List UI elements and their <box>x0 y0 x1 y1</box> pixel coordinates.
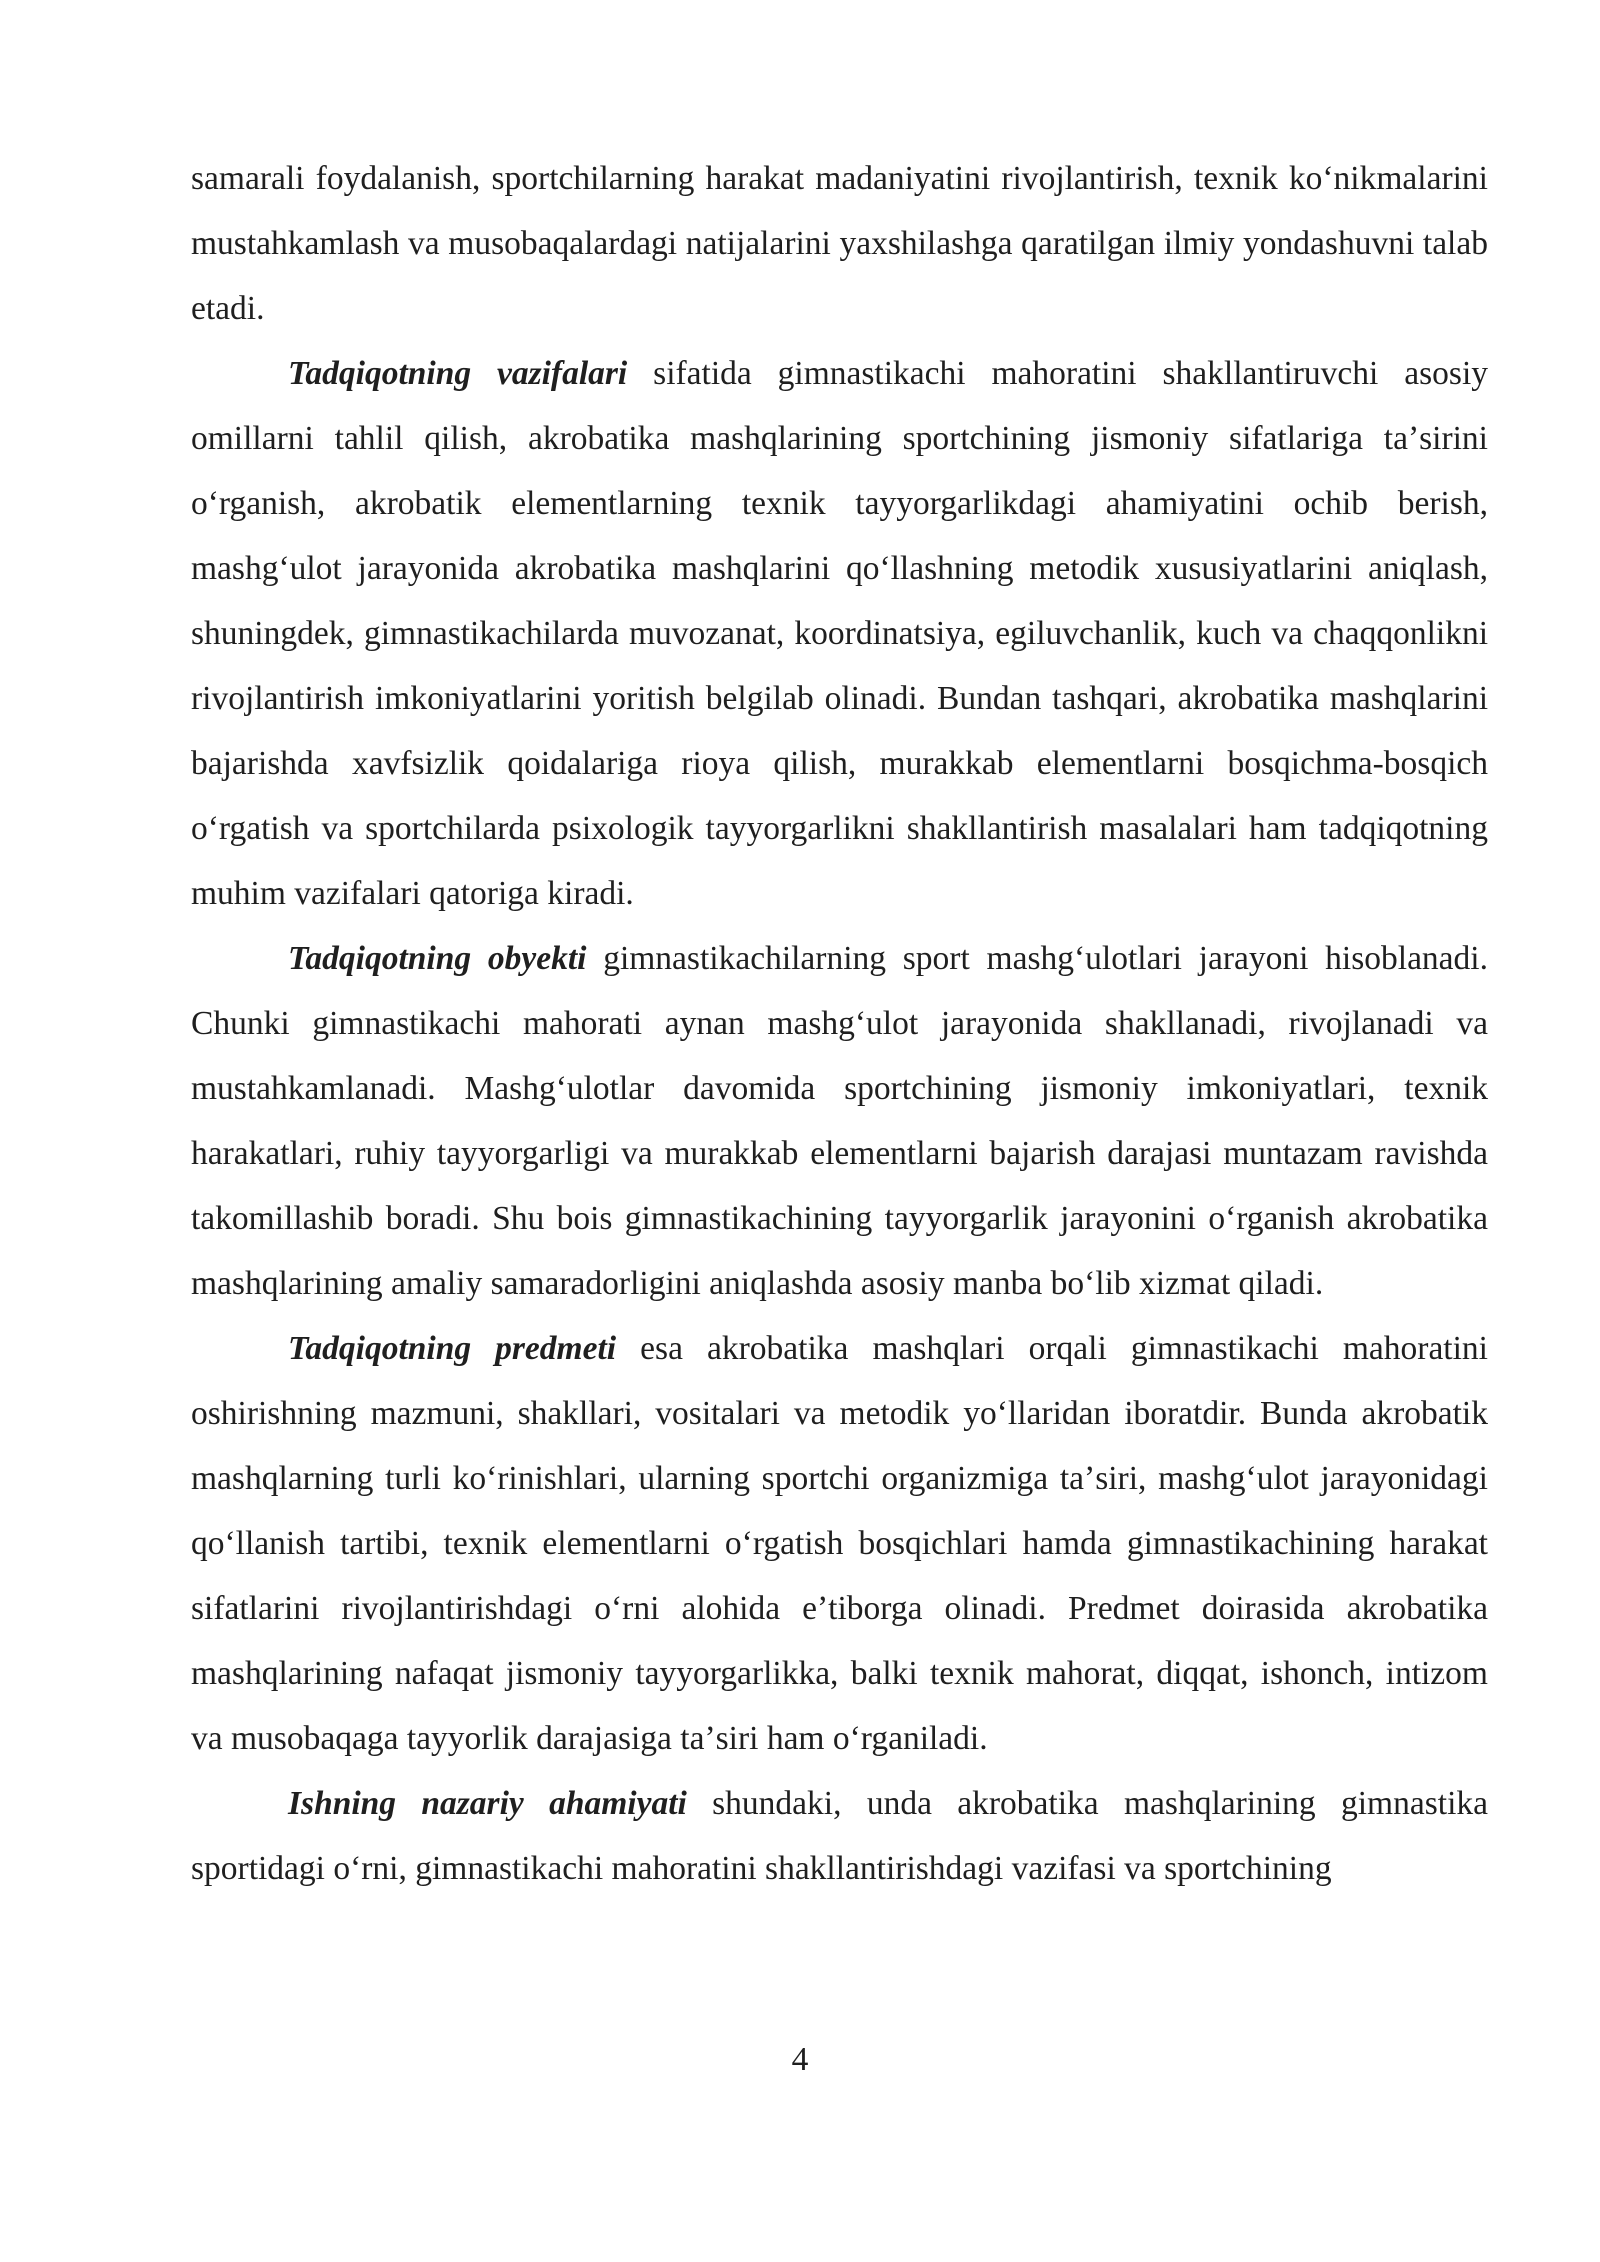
paragraph-text: sifatida gimnastikachi mahoratini shakllantiruvchi asosiy omillarni tahlil qilish, akrobatika mashqlarining sportchining jismoniy sifatlariga taʼsirini oʻrganish, akrobatik elementlarning texnik tayyorgarlikdagi ahamiyatini ochib berish, mashgʻulot jarayonida akrobatika mashqlarini qoʻllashning metodik xususiyatlarini aniqlash, shuningdek, gimnastikachilarda muvozanat, koordinatsiya, egiluvchanlik, kuch va chaqqonlikni rivojlantirish imkoniyatlarini yoritish belgilab olinadi. Bundan tashqari, akrobatika mashqlarini bajarishda xavfsizlik qoidalariga rioya qilish, murakkab elementlarni bosqichma-bosqich oʻrgatish va sportchilarda psixologik tayyorgarlikni shakllantirish masalalari ham tadqiqotning muhim vazifalari qatoriga kiradi. <box>191 355 1488 912</box>
paragraph-text: samarali foydalanish, sportchilarning harakat madaniyatini rivojlantirish, texnik koʻnikmalarini mustahkamlash va musobaqalardagi natijalarini yaxshilashga qaratilgan ilmiy yondashuvni talab etadi. <box>191 160 1488 327</box>
term-research-subject: Tadqiqotning predmeti <box>288 1330 617 1367</box>
paragraph-research-tasks <box>191 341 1488 926</box>
paragraph-research-subject <box>191 1316 1488 1771</box>
paragraph-text: gimnastikachilarning sport mashgʻulotlari jarayoni hisoblanadi. Chunki gimnastikachi mahorati aynan mashgʻulot jarayonida shakllanadi, rivojlanadi va mustahkamlanadi. Mashgʻulotlar davomida sportchining jismoniy imkoniyatlari, texnik harakatlari, ruhiy tayyorgarligi va murakkab elementlarni bajarish darajasi muntazam ravishda takomillashib boradi. Shu bois gimnastikachining tayyorgarlik jarayonini oʻrganish akrobatika mashqlarining amaliy samaradorligini aniqlashda asosiy manba boʻlib xizmat qiladi. <box>191 940 1488 1302</box>
paragraph-text: esa akrobatika mashqlari orqali gimnastikachi mahoratini oshirishning mazmuni, shakllari, vositalari va metodik yoʻllaridan iboratdir. Bunda akrobatik mashqlarning turli koʻrinishlari, ularning sportchi organizmiga taʼsiri, mashgʻulot jarayonidagi qoʻllanish tartibi, texnik elementlarni oʻrgatish bosqichlari hamda gimnastikachining harakat sifatlarini rivojlantirishdagi oʻrni alohida eʼtiborga olinadi. Predmet doirasida akrobatika mashqlarining nafaqat jismoniy tayyorgarlikka, balki texnik mahorat, diqqat, ishonch, intizom va musobaqaga tayyorlik darajasiga taʼsiri ham oʻrganiladi. <box>191 1330 1488 1757</box>
paragraph-research-object <box>191 926 1488 1316</box>
paragraph-text: shundaki, unda akrobatika mashqlarining gimnastika sportidagi oʻrni, gimnastikachi mahoratini shakllantirishdagi vazifasi va sportchining <box>191 1785 1488 1887</box>
paragraph-theoretical-significance <box>191 1771 1488 1901</box>
paragraph-continuation <box>191 146 1488 341</box>
term-theoretical-significance: Ishning nazariy ahamiyati <box>288 1785 687 1822</box>
term-research-object: Tadqiqotning obyekti <box>288 940 587 977</box>
body-text <box>191 146 1488 1901</box>
page-number: 4 <box>791 2041 809 2078</box>
term-research-tasks: Tadqiqotning vazifalari <box>288 355 628 392</box>
